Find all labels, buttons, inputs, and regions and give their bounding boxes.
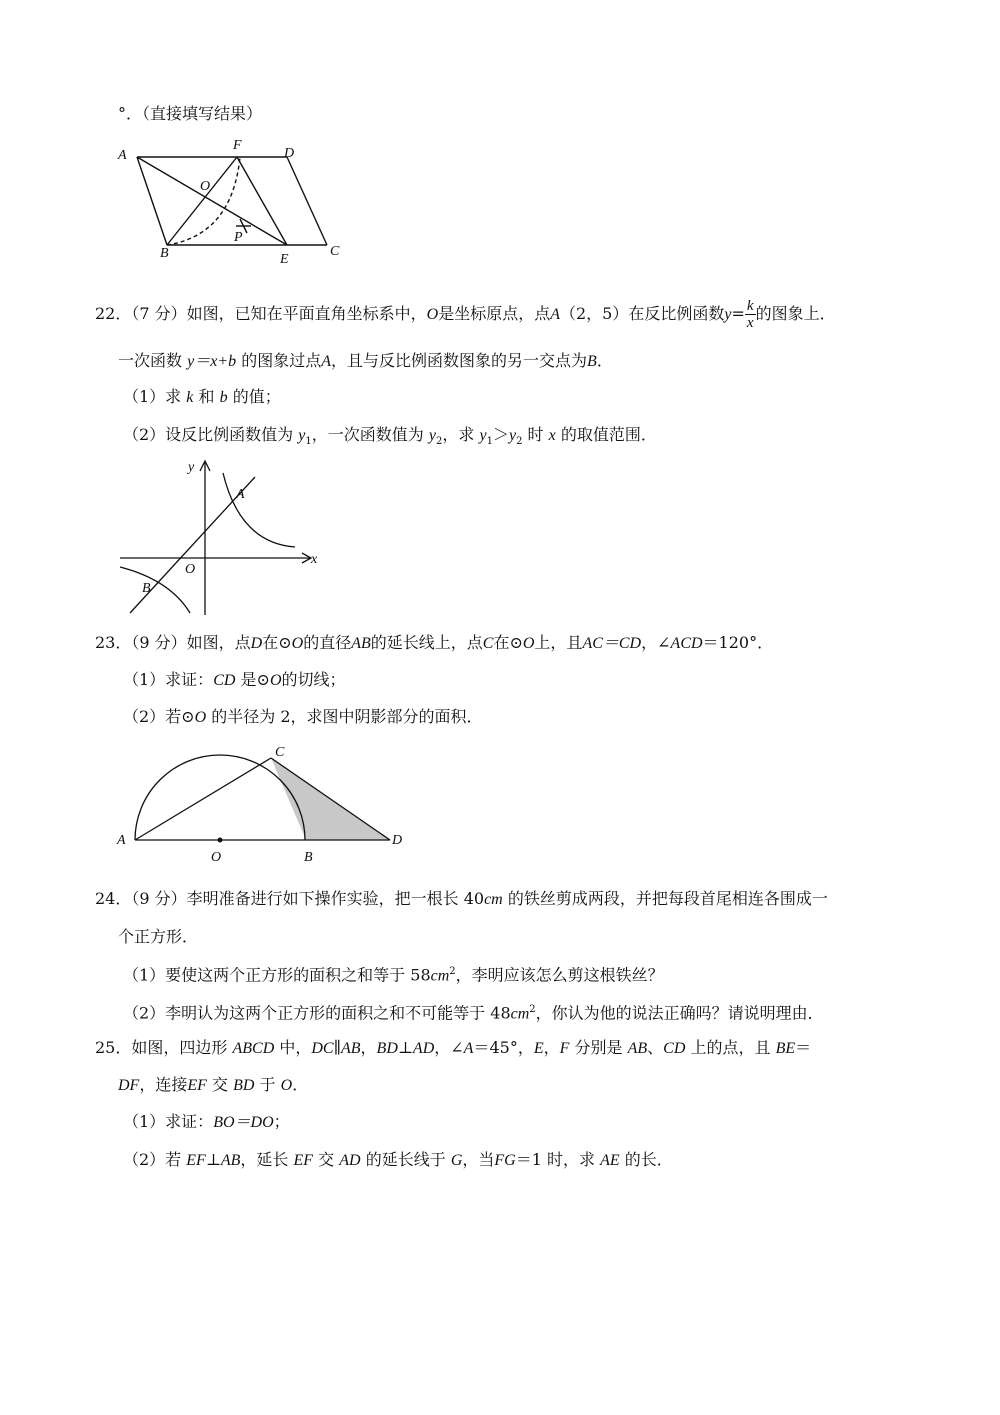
q23-label-A: A [117, 833, 126, 848]
q21-tail-text: °．（直接填写结果） [118, 104, 263, 123]
q22-label-y: y [188, 460, 195, 475]
q22-coordinate-figure [115, 455, 330, 620]
q21-label-E: E [280, 252, 289, 265]
q25-stem-line2: DF，连接EF 交 BD 于 O． [118, 1075, 309, 1094]
q21-parallelogram-figure [112, 135, 352, 265]
q21-label-C: C [330, 244, 340, 259]
q22-stem-line1: 22．（7 分）如图，已知在平面直角坐标系中，O是坐标原点，点A（2，5）在反比例函数y= $\frac{k}{x}$ 的图象上． [95, 298, 836, 331]
q23-semicircle-figure [112, 738, 412, 868]
q23-label-C: C [275, 745, 285, 760]
q25-stem-line1: 25．如图，四边形 ABCD 中，DC∥AB，BD⊥AD，∠A＝45°，E，F 分别是 AB、CD 上的点，且 BE＝ [95, 1038, 812, 1057]
q23-part1: （1）求证：CD 是⊙O的切线； [123, 670, 346, 689]
q24-part1: （1）要使这两个正方形的面积之和等于 $58cm^2$，李明应该怎么剪这根铁丝？ [123, 965, 664, 985]
q22-label-B: B [142, 581, 151, 596]
q23-label-O: O [211, 850, 222, 865]
q21-label-P: P [234, 230, 243, 245]
q22-label-O: O [185, 562, 196, 577]
q25-part2: （2）若 EF⊥AB，延长 EF 交 AD 的延长线于 G，当FG＝1 时，求 AE 的长． [123, 1150, 673, 1169]
q22-stem-line2: 一次函数 y＝x+b 的图象过点A，且与反比例函数图象的另一交点为B． [118, 351, 613, 370]
q21-label-A: A [118, 148, 127, 163]
q23-part2: （2）若⊙O 的半径为 2，求图中阴影部分的面积． [123, 707, 483, 726]
q24-stem-line1: 24．（9 分）李明准备进行如下操作实验，把一根长 40cm 的铁丝剪成两段，并把每段首尾相连各围成一 [95, 889, 828, 908]
q22-label-x: x [311, 552, 318, 567]
q23-stem: 23．（9 分）如图，点D在⊙O的直径AB的延长线上，点C在⊙O上，且AC＝CD，∠ACD＝120°． [95, 633, 774, 652]
q21-label-F: F [233, 138, 242, 153]
q21-label-O: O [200, 179, 211, 194]
q21-label-B: B [160, 246, 169, 261]
q22-part2: （2）设反比例函数值为 $y_1$，一次函数值为 $y_2$，求 $y_1>y_2$ 时 x 的取值范围． [123, 425, 657, 448]
q22-fraction-k-over-x: $\frac{k}{x}$ [746, 298, 754, 331]
q21-label-D: D [284, 146, 295, 161]
q24-stem-line2: 个正方形． [118, 927, 199, 946]
q24-part2: （2）李明认为这两个正方形的面积之和不可能等于 $48cm^2$，你认为他的说法正确吗？请说明理由． [123, 1003, 824, 1023]
q23-label-D: D [392, 833, 403, 848]
q23-label-B: B [304, 850, 313, 865]
q25-part1: （1）求证：BO＝DO； [123, 1112, 290, 1131]
q22-label-A: A [236, 487, 245, 502]
q22-part1: （1）求 k 和 b 的值； [123, 387, 281, 406]
